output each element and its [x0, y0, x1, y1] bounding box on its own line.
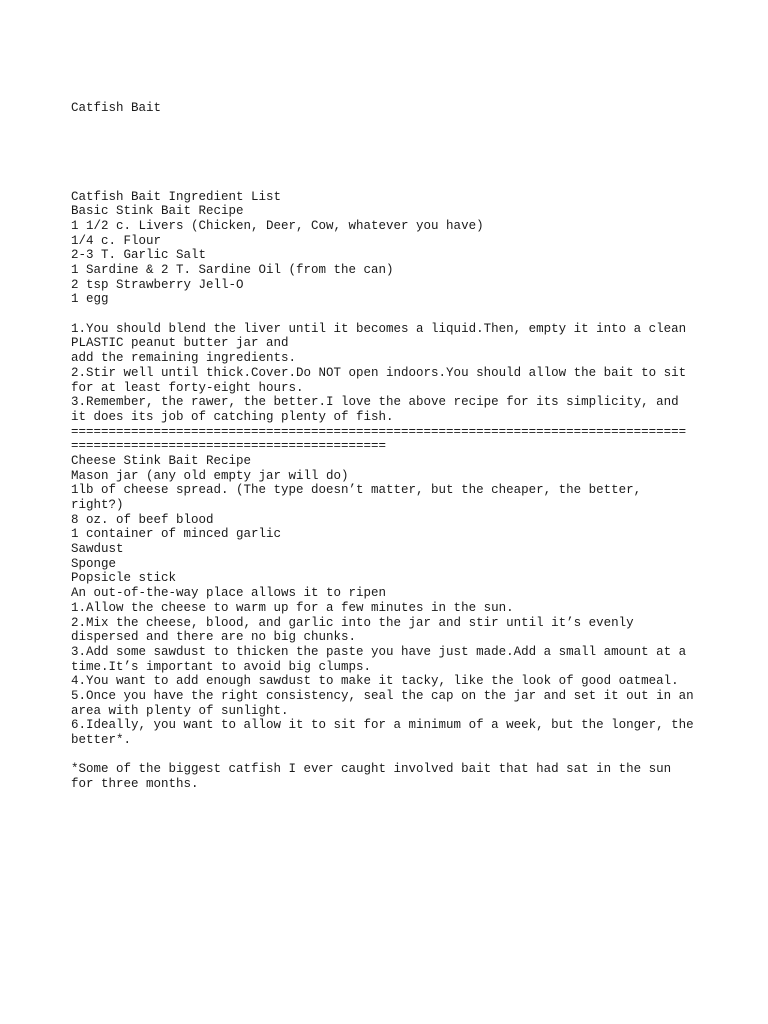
- spacer: [71, 146, 711, 161]
- text-line: *Some of the biggest catfish I ever caught involved bait that had sat in the sun: [71, 762, 672, 777]
- text-line: Sponge: [71, 556, 117, 571]
- text-line: 3.Remember, the rawer, the better.I love the above recipe for its simplicity, and: [71, 395, 679, 410]
- text-line: 1 egg: [71, 292, 109, 307]
- text-line: 1lb of cheese spread. (The type doesn’t matter, but the cheaper, the better,: [71, 483, 642, 498]
- document-title: Catfish Bait: [71, 101, 162, 116]
- text-line: 2 tsp Strawberry Jell-O: [71, 277, 244, 292]
- text-line: PLASTIC peanut butter jar and: [71, 336, 289, 351]
- text-line: 2-3 T. Garlic Salt: [71, 248, 207, 263]
- text-line: 2.Mix the cheese, blood, and garlic into the jar and stir until it’s evenly: [71, 615, 634, 630]
- text-line: Cheese Stink Bait Recipe: [71, 453, 252, 468]
- text-line: time.It’s important to avoid big clumps.: [71, 659, 372, 674]
- blank-line: [71, 748, 711, 763]
- text-line: 1 1/2 c. Livers (Chicken, Deer, Cow, whatever you have): [71, 218, 484, 233]
- text-line: An out-of-the-way place allows it to ripen: [71, 586, 387, 601]
- text-line: 1 container of minced garlic: [71, 527, 282, 542]
- text-line: 4.You want to add enough sawdust to make it tacky, like the look of good oatmeal.: [71, 674, 679, 689]
- text-line: Mason jar (any old empty jar will do): [71, 468, 349, 483]
- text-line: Catfish Bait Ingredient List: [71, 189, 282, 204]
- text-line: add the remaining ingredients.: [71, 351, 297, 366]
- text-line: dispersed and there are no big chunks.: [71, 630, 357, 645]
- document-body: [71, 190, 711, 792]
- text-line: it does its job of catching plenty of fish.: [71, 409, 394, 424]
- document-page: [71, 72, 711, 806]
- text-line: 5.Once you have the right consistency, seal the cap on the jar and set it out in an: [71, 688, 694, 703]
- text-line: 1.You should blend the liver until it becomes a liquid.Then, empty it into a clean: [71, 321, 687, 336]
- text-line: 1.Allow the cheese to warm up for a few minutes in the sun.: [71, 600, 514, 615]
- text-line: 2.Stir well until thick.Cover.Do NOT open indoors.You should allow the bait to sit: [71, 365, 687, 380]
- text-line: 1 Sardine & 2 T. Sardine Oil (from the can): [71, 263, 394, 278]
- text-line: better*.: [71, 733, 132, 748]
- text-line: 8 oz. of beef blood: [71, 512, 214, 527]
- text-line: 6.Ideally, you want to allow it to sit for a minimum of a week, but the longer, the: [71, 718, 694, 733]
- text-line: Sawdust: [71, 542, 124, 557]
- text-line: Popsicle stick: [71, 571, 177, 586]
- text-line: right?): [71, 498, 124, 513]
- text-line: 3.Add some sawdust to thicken the paste you have just made.Add a small amount at a: [71, 644, 687, 659]
- text-line: for at least forty-eight hours.: [71, 380, 304, 395]
- text-line: ==================================================================================: [71, 424, 687, 439]
- text-line: Basic Stink Bait Recipe: [71, 204, 244, 219]
- text-line: for three months.: [71, 777, 199, 792]
- text-line: 1/4 c. Flour: [71, 233, 162, 248]
- blank-line: [71, 307, 711, 322]
- text-line: area with plenty of sunlight.: [71, 703, 289, 718]
- text-line: ==========================================: [71, 439, 387, 454]
